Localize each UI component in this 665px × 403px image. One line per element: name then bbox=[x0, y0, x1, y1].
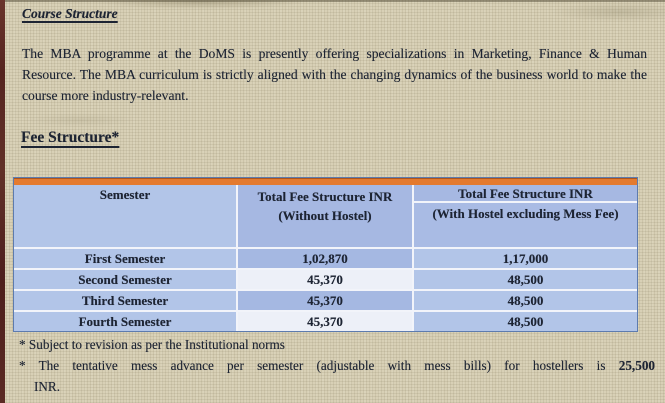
footnote-mess-advance-amount: 25,500 bbox=[618, 358, 655, 373]
cell-fee-with-hostel: 48,500 bbox=[414, 312, 637, 331]
footnote-revision: * Subject to revision as per the Institutional norms bbox=[19, 337, 285, 352]
cell-fee-without-hostel: 45,370 bbox=[238, 291, 412, 310]
header-cell-with-hostel-subtitle: (With Hostel excluding Mess Fee) bbox=[414, 203, 637, 247]
course-structure-heading: Course Structure bbox=[22, 6, 118, 21]
footnote-mess-advance-text: * The tentative mess advance per semester (adjustable with mess bills) for hostellers is bbox=[19, 358, 619, 373]
fee-table bbox=[13, 177, 638, 332]
table-top-accent-bar bbox=[14, 178, 637, 185]
cell-fee-with-hostel: 1,17,000 bbox=[414, 249, 637, 268]
cell-fee-with-hostel: 48,500 bbox=[414, 270, 637, 289]
intro-paragraph: The MBA programme at the DoMS is presently offering specializations in Marketing, Finance & Human Resource. The MBA curriculum is strictly aligned with the changing dynamics of the business world to make the course more industry-relevant. bbox=[22, 46, 647, 103]
header-cell-with-hostel-title: Total Fee Structure INR bbox=[414, 185, 637, 201]
cell-fee-without-hostel: 45,370 bbox=[238, 270, 412, 289]
cell-fee-without-hostel: 1,02,870 bbox=[238, 249, 412, 268]
header-without-hostel-line2: (Without Hostel) bbox=[278, 208, 372, 223]
header-cell-semester: Semester bbox=[14, 185, 236, 247]
fee-table-header bbox=[14, 185, 637, 247]
footnote-mess-advance-currency: INR. bbox=[34, 379, 61, 394]
cell-semester: Second Semester bbox=[14, 270, 236, 289]
cell-semester: Fourth Semester bbox=[14, 312, 236, 331]
cell-fee-without-hostel: 45,370 bbox=[238, 312, 412, 331]
header-without-hostel-line1: Total Fee Structure INR bbox=[257, 189, 393, 204]
cell-fee-with-hostel: 48,500 bbox=[414, 291, 637, 310]
footnote-mess-advance bbox=[19, 355, 655, 376]
cell-semester: Third Semester bbox=[14, 291, 236, 310]
fee-table-body bbox=[14, 249, 637, 331]
fee-structure-heading: Fee Structure* bbox=[21, 129, 120, 146]
footnotes bbox=[19, 334, 655, 397]
header-cell-without-hostel bbox=[238, 185, 412, 247]
cell-semester: First Semester bbox=[14, 249, 236, 268]
page-left-edge-strip bbox=[0, 0, 5, 403]
